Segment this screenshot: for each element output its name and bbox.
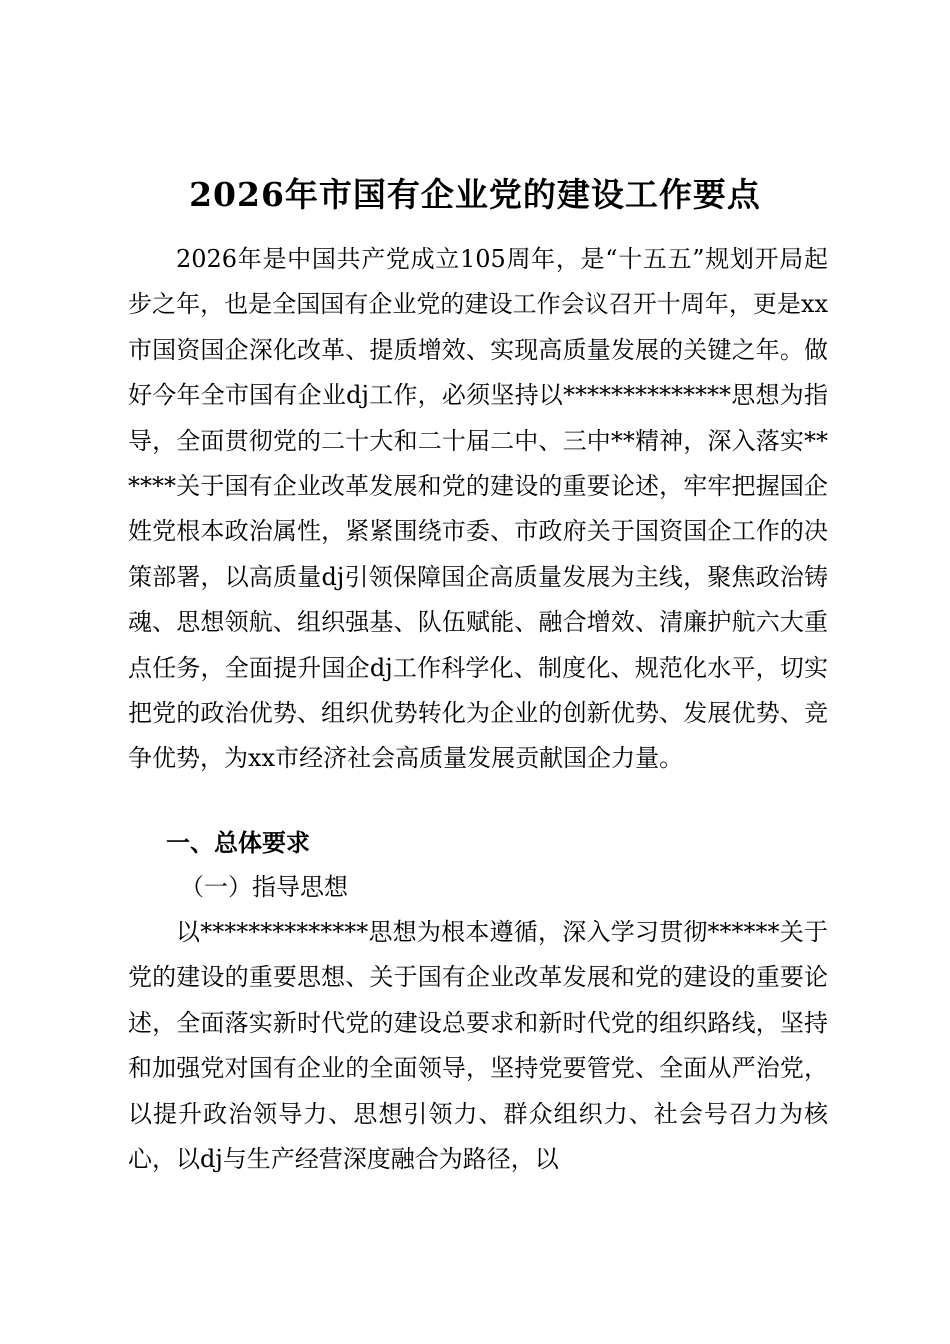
intro-paragraph: 2026年是中国共产党成立105周年，是“十五五”规划开局起步之年，也是全国国有企业党的建设工作会议召开十周年，更是xx市国资国企深化改革、提质增效、实现高质量发展的关键之年。做好今年全市国有企业dj工作，必须坚持以**************思想为指导，全面贯彻党的二十大和二十届二中、三中**精神，深入落实******关于国有企业改革发展和党的建设的重要论述，牢牢把握国企姓党根本政治属性，紧紧围绕市委、市政府关于国资国企工作的决策部署，以高质量dj引领保障国企高质量发展为主线，聚焦政治铸魂、思想领航、组织强基、队伍赋能、融合增效、清廉护航六大重点任务，全面提升国企dj工作科学化、制度化、规范化水平，切实把党的政治优势、组织优势转化为企业的创新优势、发展优势、竞争优势，为xx市经济社会高质量发展贡献国企力量。 [128,245,828,773]
document-title: 2026年市国有企业党的建设工作要点 [189,175,761,214]
subsection-heading-guiding-ideology: （一）指导思想 [180,873,348,901]
guiding-ideology-paragraph: 以**************思想为根本遵循，深入学习贯彻******关于党的建设的重要思想、关于国有企业改革发展和党的建设的重要论述，全面落实新时代党的建设总要求和新时代党的组织路线，坚持和加强党对国有企业的全面领导，坚持党要管党、全面从严治党，以提升政治领导力、思想引领力、群众组织力、社会号召力为核心，以dj与生产经营深度融合为路径，以 [128,918,828,1174]
section-heading-overall-requirements: 一、总体要求 [166,828,310,857]
